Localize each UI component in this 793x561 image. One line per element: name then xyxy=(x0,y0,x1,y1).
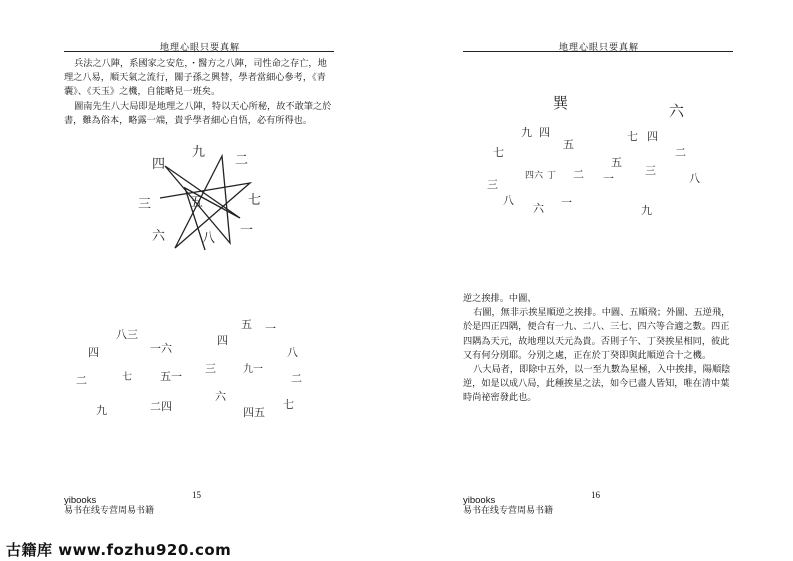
fig-char-9: 一 xyxy=(240,223,254,238)
circle-a-char-2: 一六 xyxy=(150,342,172,355)
fig-char-6: 七 xyxy=(248,193,262,208)
left-page xyxy=(0,0,396,561)
circle-b-char-5: 三 xyxy=(205,362,216,375)
fig-char-2: 九 xyxy=(192,145,206,160)
circle-a-char-1: 八三 xyxy=(116,328,138,341)
circle-diagram-a xyxy=(68,318,188,438)
left-paragraph-2: 圖南先生八大局即是地理之八陣，特以天心所秘，故不敢筆之於書，難為俗本，略露一端，貴乎學者細心自悟，必有所得也。 xyxy=(64,100,332,126)
footer-sub-right: 易书在线专营周易书籍 xyxy=(463,506,554,516)
header-rule-right xyxy=(463,51,733,52)
circle-c-char-9: 六 xyxy=(533,202,544,215)
header-rule-left xyxy=(64,51,334,52)
footer-brand-right: yibooks xyxy=(463,495,496,506)
circle-c-char-3: 四 xyxy=(539,126,550,139)
page-number-left: 15 xyxy=(192,490,201,500)
circle-b-char-3: 四 xyxy=(217,334,228,347)
circle-c-char-11: 四六 xyxy=(525,171,544,181)
circle-a-char-7: 二四 xyxy=(150,400,172,413)
circle-a-char-6: 七 xyxy=(122,372,132,383)
magic-square-figure xyxy=(130,138,280,268)
running-head-left: 地理心眼只要真解 xyxy=(160,43,241,53)
circle-diagram-c xyxy=(481,86,601,221)
circle-d-char-7: 一 xyxy=(603,172,614,185)
circle-a-char-4: 二 xyxy=(76,374,87,387)
watermark-text: 古籍库 www.fozhu920.com xyxy=(6,541,232,559)
circle-c-char-1: 巽 xyxy=(553,94,569,112)
watermark-bar xyxy=(0,539,793,561)
circle-a-char-8: 九 xyxy=(96,404,107,417)
right-paragraph-3: 八大局者，即除中五外，以一至九數為星極，入中挨排，陽順陰逆，如是以成八局，此種挨星之法，如今已盡人皆知，唯在清中葉時尚祕密發此也。 xyxy=(463,364,731,404)
running-head-right: 地理心眼只要真解 xyxy=(559,43,640,53)
circle-d-char-4: 二 xyxy=(675,146,686,159)
right-body-text xyxy=(463,292,733,406)
circle-b-char-9: 七 xyxy=(283,398,294,411)
circle-b-char-8: 六 xyxy=(215,390,226,403)
footer-brand-left: yibooks xyxy=(64,495,97,506)
circle-c-char-4: 七 xyxy=(493,146,504,159)
circle-d-char-9: 九 xyxy=(641,204,652,217)
fig-char-8: 八 xyxy=(202,231,216,246)
circle-c-char-2: 九 xyxy=(521,126,532,139)
circle-d-char-5: 五 xyxy=(611,156,622,169)
circle-c-char-10: 一 xyxy=(561,196,572,209)
fig-char-3: 二 xyxy=(235,153,249,168)
circle-a-char-5: 五一 xyxy=(160,370,182,383)
right-paragraph-1: 逆之挨排。中圖、 xyxy=(463,293,537,304)
circle-a-char-3: 四 xyxy=(88,346,99,359)
circle-c-char-7: 三 xyxy=(487,178,498,191)
circle-c-char-6: 二 xyxy=(573,168,584,181)
page-number-right: 16 xyxy=(591,490,600,500)
circle-b-char-7: 二 xyxy=(291,372,302,385)
circle-d-char-3: 四 xyxy=(647,130,658,143)
right-page xyxy=(397,0,793,561)
circle-d-char-6: 三 xyxy=(645,164,656,177)
fig-char-5: 五 xyxy=(190,195,204,210)
circle-d-char-8: 八 xyxy=(689,172,700,185)
circle-d-char-1: 六 xyxy=(669,102,685,120)
right-paragraph-2: 右圖，無非示挨星順逆之挨排。中圖、五順飛；外圖、五逆飛，於是四正四隅，便合有一九、二八、三七、四六等合適之數。四正四隅為天元，故地理以天元為貴。否則子午、丁癸挨星相同，彼此又有何分別耶。分別之處，正在於丁癸即與此順逆合十之機。 xyxy=(463,307,731,361)
circle-c-char-8: 八 xyxy=(503,194,514,207)
circle-d-char-2: 七 xyxy=(627,130,638,143)
fig-char-1: 四 xyxy=(152,157,166,172)
circle-diagram-b xyxy=(195,310,315,435)
circle-b-char-1: 五 xyxy=(241,318,252,331)
fig-char-7: 六 xyxy=(152,229,166,244)
circle-b-char-6: 九一 xyxy=(243,364,263,375)
circle-diagram-d xyxy=(597,98,717,223)
fig-char-4: 三 xyxy=(138,197,152,212)
circle-b-char-10: 四五 xyxy=(243,406,265,419)
footer-sub-left: 易书在线专营周易书籍 xyxy=(64,506,155,516)
circle-c-char-12: 丁 xyxy=(547,171,557,181)
circle-b-char-4: 八 xyxy=(287,346,298,359)
circle-b-char-2: 一 xyxy=(265,322,276,335)
left-paragraph-1: 兵法之八陣，系國家之安危，・醫方之八陣，司性命之存亡，地理之八易，順天氣之流行，關子孫之興替，學者當細心參考，《青囊》、《天玉》之機，自能略見一班矣。 xyxy=(64,58,327,98)
circle-c-char-5: 五 xyxy=(563,138,574,151)
left-body-text xyxy=(64,57,334,128)
